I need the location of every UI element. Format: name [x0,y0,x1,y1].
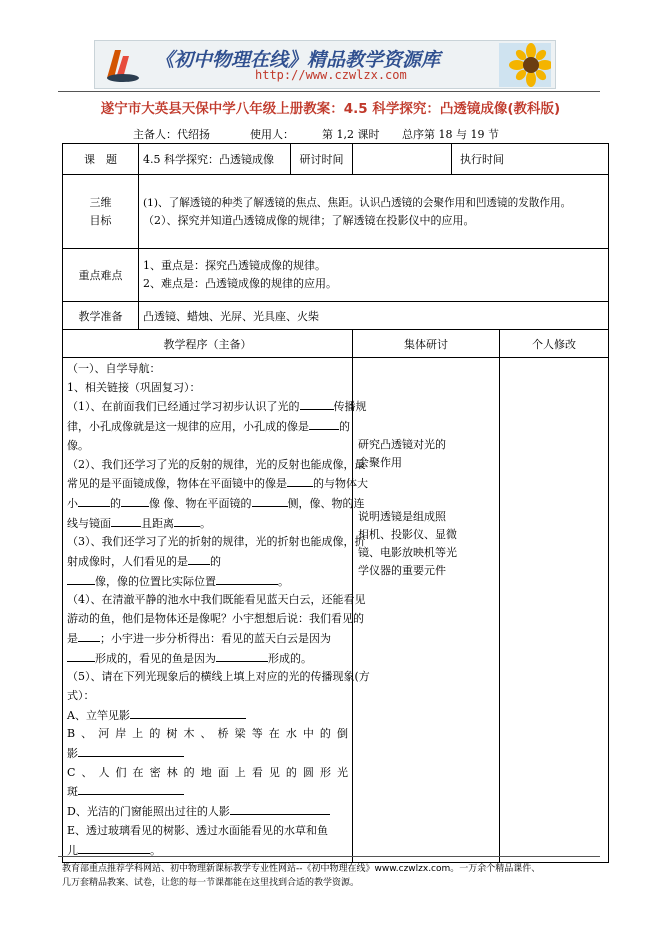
topic-row [63,144,609,175]
keypoints-content [139,249,609,302]
goals-label [63,175,139,249]
discussion-line: 相机、投影仪、显微 [358,528,457,541]
goals-content [139,175,609,249]
header-rule [58,91,600,92]
procedure-content [63,358,370,863]
proc-line: （2）、我们还学习了光的反射的规律，光的反射也能成像，最 [67,457,366,471]
proc-line: 射成像时，人们看见的是 的 [67,552,348,572]
discussion-line: 说明透镜是组成照 [358,510,446,523]
proc-line: 形成的，看见的鱼是因为 形成的。 [67,649,348,669]
proc-line: E、透过玻璃看见的树影、透过水面能看见的水草和鱼 [67,823,329,837]
keypoints-label: 重点难点 [63,249,139,302]
proc-line: 式）： [67,688,95,702]
discussion-line: 会聚作用 [358,456,402,469]
proc-line: B、河岸上的树木、桥梁等在水中的倒 [67,727,348,741]
proc-line: 影 [67,744,348,764]
goal-item: (1)、了解透镜的种类了解透镜的焦点、焦距。认识凸透镜的会聚作用和凹透镜的发散作用。 [143,196,572,209]
sequence-number: 总序第 18 与 19 节 [402,128,499,141]
procedure-row [63,358,609,863]
proc-line: 常见的是平面镜成像，物体在平面镜中的像是 的与物体大 [67,474,348,494]
research-time-label: 研讨时间 [291,144,353,175]
discussion-line: 研究凸透镜对光的 [358,438,446,451]
banner-url[interactable]: http://www.czwlzx.com [255,68,407,82]
personal-header: 个人修改 [500,330,609,358]
proc-line: 游动的鱼，他们是物体还是像呢？小宇想想后说：我们看见的 [67,612,364,626]
lesson-number: 第 1,2 课时 [322,128,380,141]
site-logo-icon [101,44,141,84]
proc-line: 像。 [67,438,89,452]
discussion-header: 集体研讨 [353,330,500,358]
prep-value: 凸透镜、蜡烛、光屏、光具座、火柴 [139,302,609,330]
keypoint-item: 2、难点是：凸透镜成像的规律的应用。 [143,277,337,290]
footer-line: 教育部重点推荐学科网站、初中物理新课标教学专业性网站--《初中物理在线》www.czwlzx.com。一万余个精品课件、 [62,864,541,874]
personal-content[interactable] [500,358,609,863]
procedure-header: 教学程序（主备） [63,330,353,358]
keypoints-row [63,249,609,302]
discussion-line [358,472,495,490]
banner-title: 《初中物理在线》精品教学资源库 [155,49,441,71]
proc-line: （1）、在前面我们已经通过学习初步认识了光的 传播规 [67,397,348,417]
goals-row [63,175,609,249]
proc-line: C、人们在密林的地面上看见的圆形光 [67,765,348,779]
proc-line: 1、相关链接（巩固复习）： [67,380,201,394]
goals-label-line2: 目标 [89,213,112,227]
proc-line: 小 的 像 像、物在平面镜的 侧，像、物的连 [67,494,348,514]
prep-row [63,302,609,330]
proc-line: 斑 [67,782,348,802]
procedure-header-row [63,330,609,358]
proc-line: （一）、自学导航： [67,362,161,375]
prep-label: 教学准备 [63,302,139,330]
proc-line: （3）、我们还学习了光的折射的规律，光的折射也能成像，折 [67,535,366,549]
discussion-content [353,358,500,863]
prepared-by: 主备人：代绍扬 [133,128,210,141]
proc-line: （4）、在清澈平静的池水中我们既能看见蓝天白云，还能看见 [67,593,366,607]
proc-line: 律，小孔成像就是这一规律的应用，小孔成的像是 的 [67,417,348,437]
topic-label: 课 题 [63,144,139,175]
footer [62,862,622,890]
topic-value: 4.5 科学探究：凸透镜成像 [139,144,291,175]
proc-line: 线与镜面 且距离 。 [67,514,348,534]
proc-line: A、立竿见影 [67,706,348,726]
sunflower-icon [499,43,551,87]
goal-item: （2）、探究并知道凸透镜成像的规律；了解透镜在投影仪中的应用。 [143,213,475,227]
lesson-plan-table [62,143,609,863]
proc-line: （5）、请在下列光现象后的横线上填上对应的光的传播现象(方 [67,670,370,684]
proc-line: 像，像的位置比实际位置 。 [67,572,348,592]
discussion-line: 学仪器的重要元件 [358,564,446,577]
footer-line: 几万套精品教案、试卷，让您的每一节课都能在这里找到合适的教学资源。 [62,878,360,888]
proc-line: 是 ；小宇进一步分析得出：看见的蓝天白云是因为 [67,629,348,649]
keypoint-item: 1、重点是：探究凸透镜成像的规律。 [143,259,326,272]
footer-rule [58,856,600,857]
discussion-line [358,490,495,508]
document-title: 遂宁市大英县天保中学八年级上册教案：4.5 科学探究：凸透镜成像(教科版) [100,101,561,117]
goals-label-line1: 三维 [89,195,112,209]
research-time-value[interactable] [353,144,452,175]
proc-line: 儿 。 [67,841,348,861]
discussion-line: 镜、电影放映机等光 [358,546,457,559]
used-by: 使用人： [250,128,294,141]
proc-line: D、光洁的门窗能照出过往的人影 [67,802,348,822]
header-banner [94,40,556,89]
exec-time-label: 执行时间 [452,144,609,175]
